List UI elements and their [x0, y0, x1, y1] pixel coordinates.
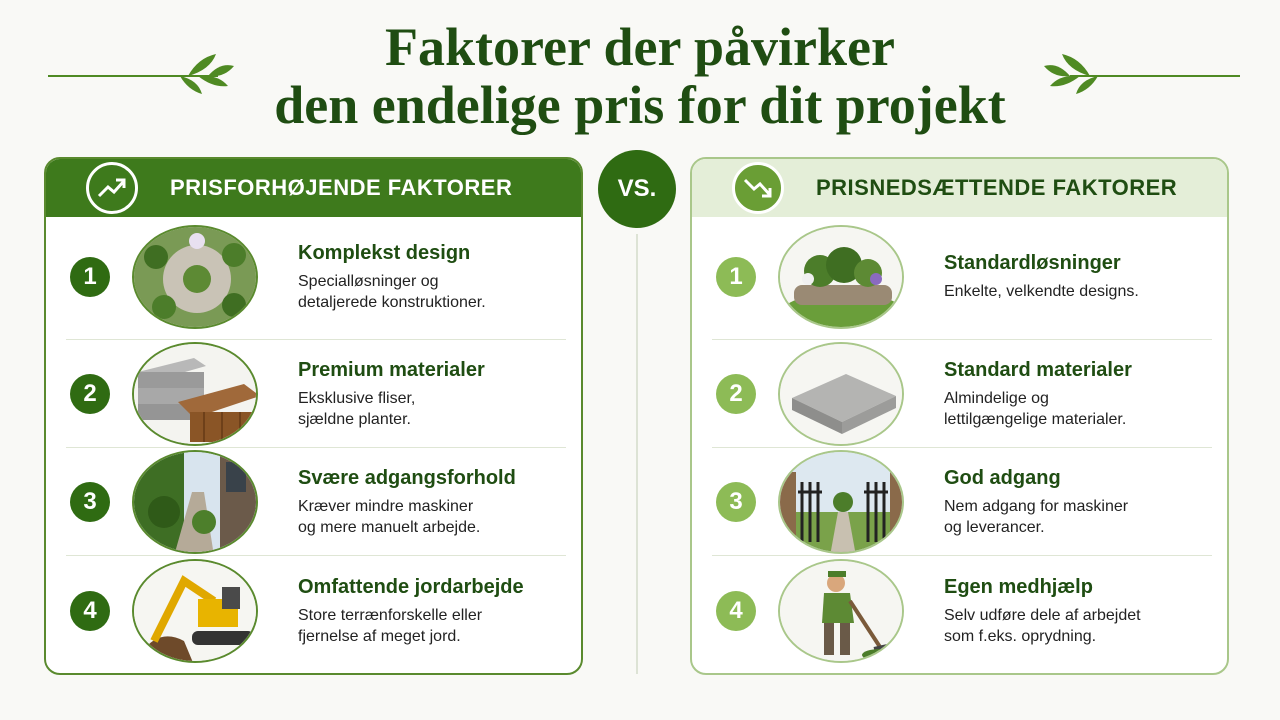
item-text: [298, 576, 524, 647]
price-reducing-heading: PRISNEDSÆTTENDE FAKTORER: [816, 175, 1178, 200]
list-item: [712, 557, 1212, 665]
list-item: [66, 448, 566, 556]
item-title: Standard materialer: [944, 358, 1132, 381]
item-title: God adgang: [944, 466, 1061, 489]
item-description: Store terrænforskelle eller fjernelse af meget jord.: [298, 606, 483, 645]
list-item: [712, 448, 1212, 556]
price-increasing-heading: PRISFORHØJENDE FAKTORER: [170, 175, 513, 200]
item-title: Egen medhjælp: [944, 575, 1093, 598]
item-text: [944, 359, 1132, 430]
item-description: Eksklusive fliser, sjældne planter.: [298, 389, 416, 428]
item-text: [298, 467, 516, 538]
item-title: Premium materialer: [298, 358, 485, 381]
item-description: Almindelige og lettilgængelige materialer.: [944, 389, 1127, 428]
list-item: [66, 340, 566, 448]
trend-up-icon: [86, 162, 138, 214]
list-item: [712, 340, 1212, 448]
row-divider: [712, 555, 1212, 556]
item-number: 4: [716, 591, 756, 631]
price-reducing-panel: [690, 157, 1229, 675]
item-title: Komplekst design: [298, 241, 471, 264]
price-increasing-panel: [44, 157, 583, 675]
page-title-line-1: Faktorer der påvirker: [385, 17, 895, 77]
person-raking-image: [778, 559, 904, 663]
open-gate-image: [778, 450, 904, 554]
excavator-image: [132, 559, 258, 663]
list-item: [66, 223, 566, 331]
center-divider: [636, 234, 638, 674]
row-divider: [66, 555, 566, 556]
leaf-branch-right-icon: [1040, 48, 1240, 98]
item-number: 2: [716, 374, 756, 414]
item-text: [944, 576, 1141, 647]
item-text: [298, 242, 486, 313]
item-number: 3: [716, 482, 756, 522]
item-title: Standardløsninger: [944, 252, 1121, 274]
item-title: Svære adgangsforhold: [298, 466, 516, 489]
narrow-garden-path-image: [132, 450, 258, 554]
item-number: 1: [70, 257, 110, 297]
leaf-branch-left-icon: [48, 48, 238, 98]
price-increasing-header: [46, 159, 581, 217]
simple-flower-bed-image: [778, 225, 904, 329]
item-text: [298, 359, 485, 430]
item-title: Omfattende jordarbejde: [298, 575, 524, 598]
complex-garden-design-image: [132, 225, 258, 329]
item-number: 4: [70, 591, 110, 631]
item-description: Selv udføre dele af arbejdet som f.eks. oprydning.: [944, 606, 1141, 645]
item-text: [944, 467, 1128, 538]
item-description: Specialløsninger og detaljerede konstruktioner.: [298, 272, 486, 311]
item-description: Enkelte, velkendte designs.: [944, 283, 1139, 300]
item-number: 1: [716, 257, 756, 297]
item-number: 2: [70, 374, 110, 414]
item-number: 3: [70, 482, 110, 522]
item-text: [944, 252, 1139, 302]
list-item: [66, 557, 566, 665]
trend-down-icon: [732, 162, 784, 214]
price-reducing-header: [692, 159, 1227, 217]
stone-tiles-and-wood-image: [132, 342, 258, 446]
item-description: Kræver mindre maskiner og mere manuelt arbejde.: [298, 497, 481, 536]
concrete-tile-image: [778, 342, 904, 446]
item-description: Nem adgang for maskiner og leverancer.: [944, 497, 1129, 536]
vs-badge: VS.: [598, 150, 676, 228]
page-title-line-2: den endelige pris for dit projekt: [274, 75, 1006, 135]
list-item: [712, 223, 1212, 331]
